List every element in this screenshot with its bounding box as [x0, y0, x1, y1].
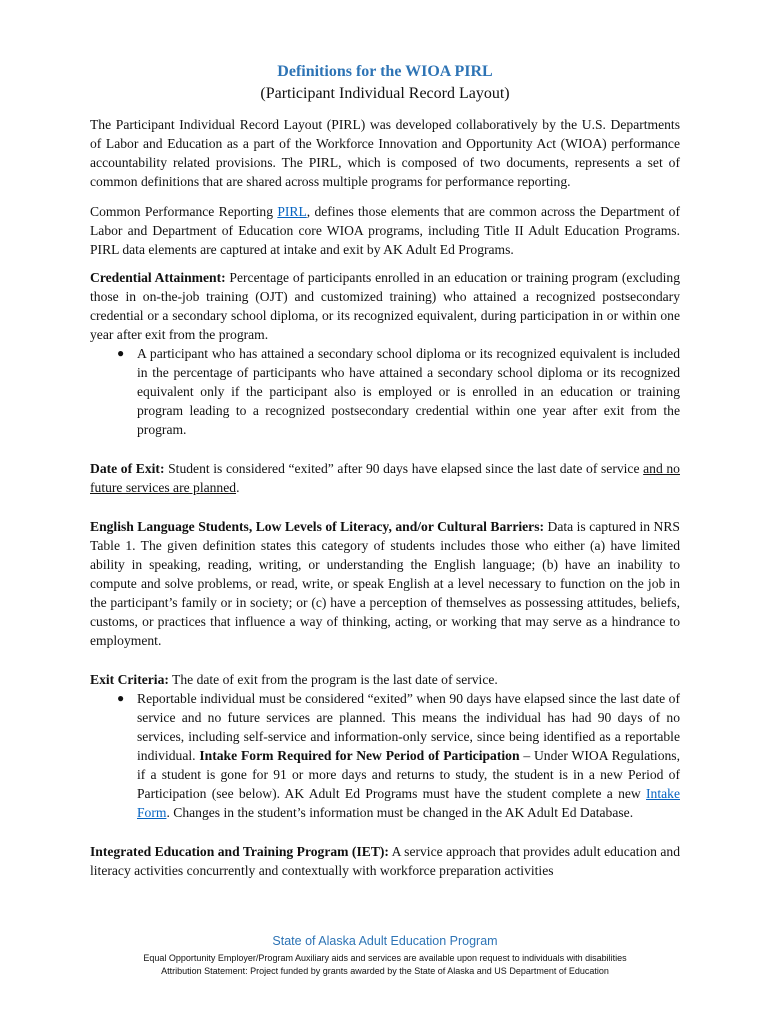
pirl-text-before: Common Performance Reporting [90, 204, 278, 219]
bullet-icon: ● [117, 691, 125, 705]
date-of-exit-underlined: and no future services are planned [90, 461, 680, 495]
iet-term: Integrated Education and Training Program (IET): [90, 844, 389, 859]
exit-criteria-bullet-list [90, 689, 680, 822]
credential-bullet-text: A participant who has attained a secondary school diploma or its recognized equivalent is included in the percentage of participants who have attained a secondary school diploma or its recognized equivalent only if the participant also is employed or is enrolled in an education or training program leading to a recognized postsecondary credential within one year after exit from the program. [137, 346, 680, 437]
exit-bullet-text-b: – Under WIOA Regulations, if a student is gone for 91 or more days and returns to study, the student is in a new Period of Participation (see below). AK Adult Ed Programs must have the student complete a new [137, 748, 680, 801]
exit-bullet-text-a: Reportable individual must be considered “exited” when 90 days have elapsed since the last date of service and no future services are planned. This means the individual has had 90 days of no services, including self-service and information-only service, since being identified as a reportable individual. [137, 691, 680, 763]
english-language-term: English Language Students, Low Levels of Literacy, and/or Cultural Barriers: [90, 519, 545, 534]
exit-criteria-paragraph [90, 670, 680, 689]
page-title: Definitions for the WIOA PIRL [277, 63, 493, 80]
iet-paragraph [90, 842, 680, 880]
iet-text: A service approach that provides adult education and literacy activities concurrently and contextually with workforce preparation activities [90, 844, 680, 878]
credential-attainment-term: Credential Attainment: [90, 270, 226, 285]
credential-attainment-paragraph [90, 268, 680, 344]
footer-program-name: State of Alaska Adult Education Program [272, 934, 498, 948]
date-of-exit-term: Date of Exit: [90, 461, 165, 476]
exit-criteria-text: The date of exit from the program is the last date of service. [168, 672, 498, 687]
intake-form-required-term: Intake Form Required for New Period of Participation [199, 748, 520, 763]
credential-bullet-list [90, 344, 680, 439]
document-body [90, 115, 680, 880]
intro-paragraph: The Participant Individual Record Layout (PIRL) was developed collaboratively by the U.S. Departments of Labor and Education as a part of the Workforce Innovation and Opportunity Act (WIOA) performance accountability related provisions. The PIRL, which is composed of two documents, represents a set of common definitions that are shared across multiple programs for performance reporting. [90, 117, 680, 189]
page-subtitle: (Participant Individual Record Layout) [260, 85, 510, 102]
date-of-exit-text: Student is considered “exited” after 90 days have elapsed since the last date of service [164, 461, 644, 476]
exit-criteria-term: Exit Criteria: [90, 672, 169, 687]
english-language-text: Data is captured in NRS Table 1. The given definition states this category of students includes those who either (a) have limited ability in speaking, reading, writing, or understanding the English language; (b) have an inability to compute and solve problems, or read, write, or speak English at a level necessary to function on the job in the participant’s family or in society; or (c) have a perception of themselves as possessing attitudes, beliefs, customs, or practices that influence a way of thinking, acting, or working that may serve as a hindrance to employment. [90, 519, 680, 648]
list-item [117, 689, 680, 822]
english-language-paragraph [90, 517, 680, 650]
credential-attainment-text: Percentage of participants enrolled in an education or training program (excluding those in on-the-job training (OJT) and customized training) who attained a recognized postsecondary credential or a secondary school diploma, or its recognized equivalent, during participation in or within one year after exit from the program. [90, 270, 681, 342]
footer-attribution: Attribution Statement: Project funded by grants awarded by the State of Alaska and US Department of Education [161, 966, 609, 976]
bullet-icon: ● [117, 346, 125, 360]
date-of-exit-paragraph [90, 459, 680, 497]
list-item [117, 344, 680, 439]
footer-eeo-statement: Equal Opportunity Employer/Program Auxiliary aids and services are available upon request to individuals with disabilities [143, 953, 627, 963]
pirl-link[interactable]: PIRL [277, 204, 307, 219]
pirl-text-after: , defines those elements that are common across the Department of Labor and Department of Education core WIOA programs, including Title II Adult Education Programs. PIRL data elements are captured at intake and exit by AK Adult Ed Programs. [90, 204, 680, 257]
date-of-exit-end: . [236, 480, 240, 495]
exit-bullet-text-c: . Changes in the student’s information must be changed in the AK Adult Ed Database. [166, 805, 634, 820]
pirl-paragraph [90, 202, 680, 259]
intake-form-link[interactable]: Intake Form [137, 786, 680, 820]
